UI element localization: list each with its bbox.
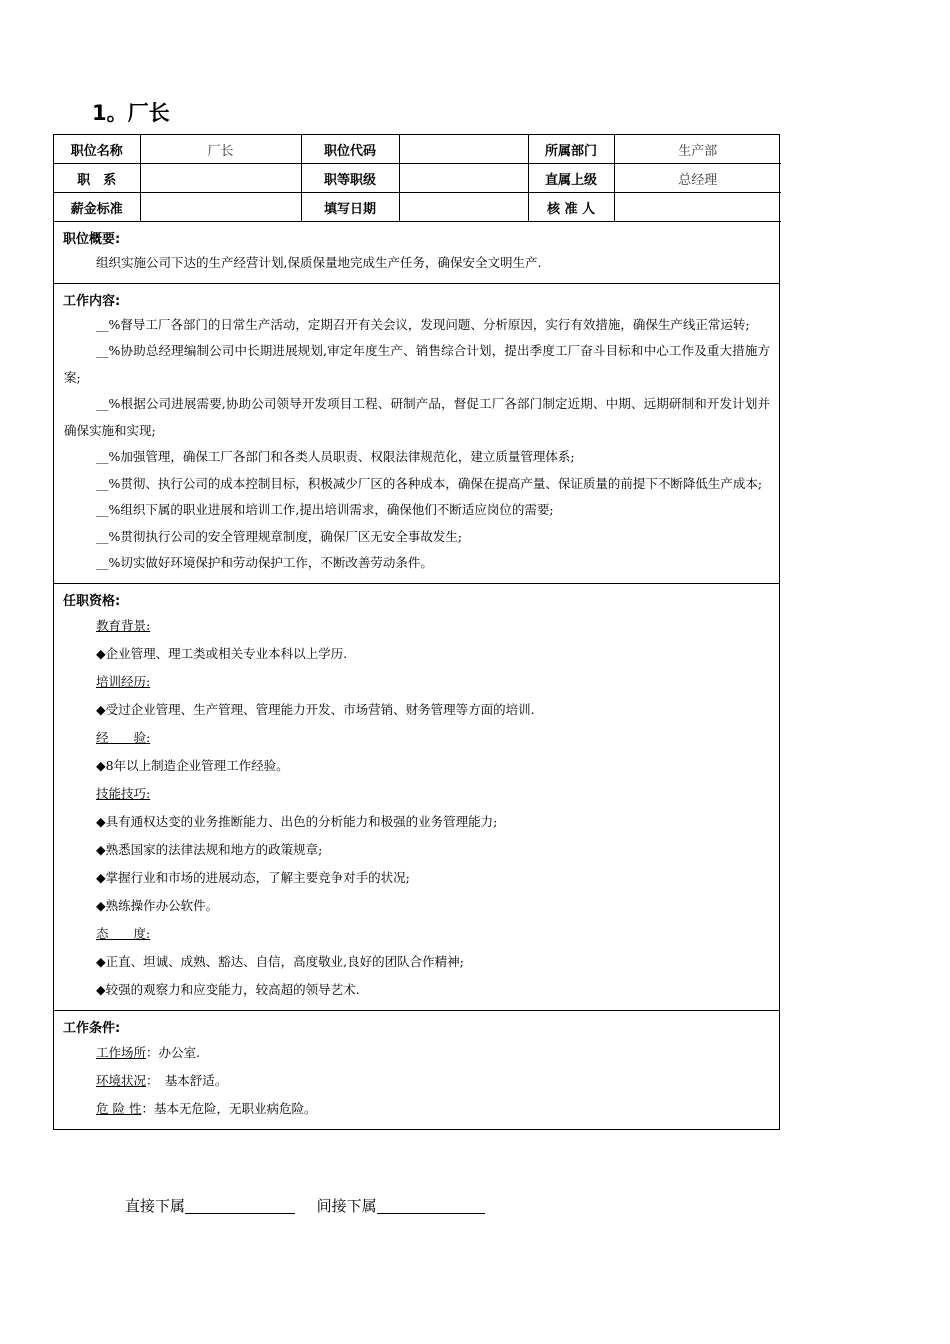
conditions-title: 工作条件: (63, 1020, 121, 1036)
info-value[interactable] (140, 193, 301, 222)
duty-item: __%组织下属的职业进展和培训工作,提出培训需求，确保他们不断适应岗位的需要; (96, 502, 554, 517)
direct-subordinates-blank[interactable] (185, 1198, 295, 1214)
summary-section (54, 222, 779, 284)
qualification-item: ◆8年以上制造企业管理工作经验。 (96, 757, 289, 773)
info-value[interactable] (399, 135, 528, 164)
info-label: 薪金标准 (54, 193, 140, 222)
job-description-form (53, 134, 780, 1130)
info-label: 职位代码 (301, 135, 399, 164)
qualification-heading (54, 780, 779, 808)
info-value[interactable] (399, 193, 528, 222)
info-label: 直属上级 (528, 164, 614, 193)
duty-item: __%贯彻执行公司的安全管理规章制度，确保厂区无安全事故发生; (96, 528, 463, 544)
duty-item: __%协助总经理编制公司中长期进展规划,审定年度生产、销售综合计划，提出季度工厂奋斗目标和中心工作及重大措施方案; (64, 343, 770, 385)
info-value[interactable]: 生产部 (614, 135, 781, 164)
duty-item: __%加强管理，确保工厂各部门和各类人员职责、权限法律规范化，建立质量管理体系; (96, 449, 575, 464)
qualification-item: ◆掌握行业和市场的进展动态，了解主要竞争对手的状况; (96, 869, 410, 885)
qualification-heading-text: 态 度: (96, 925, 151, 941)
info-row (54, 193, 781, 222)
subordinates-footer (125, 1195, 485, 1216)
qualification-item: ◆企业管理、理工类或相关专业本科以上学历. (96, 645, 348, 661)
condition-row (54, 1067, 779, 1095)
duties-section (54, 284, 779, 584)
condition-value: ：办公室. (146, 1044, 200, 1060)
qualifications-title: 任职资格: (63, 593, 121, 609)
info-value[interactable]: 厂长 (140, 135, 301, 164)
summary-title: 职位概要: (63, 232, 121, 247)
indirect-subordinates-label: 间接下属 (316, 1197, 377, 1215)
qualification-heading-text: 培训经历: (96, 673, 151, 689)
info-value[interactable]: 总经理 (614, 164, 781, 193)
qualification-heading (54, 724, 779, 752)
info-label: 职等职级 (301, 164, 399, 193)
condition-label: 危 险 性 (96, 1100, 142, 1116)
info-label: 职 系 (54, 164, 140, 193)
qualification-heading (54, 668, 779, 696)
info-label: 核 准 人 (528, 193, 614, 222)
qualification-heading-text: 经 验: (96, 729, 151, 745)
info-value[interactable] (140, 164, 301, 193)
conditions-section (54, 1011, 779, 1129)
condition-label: 工作场所 (96, 1044, 147, 1060)
condition-value: ：基本无危险，无职业病危险。 (141, 1100, 317, 1116)
info-label: 所属部门 (528, 135, 614, 164)
condition-row (54, 1095, 779, 1123)
qualification-item: ◆熟悉国家的法律法规和地方的政策规章; (96, 841, 323, 857)
qualification-heading-text: 技能技巧: (96, 785, 151, 801)
qualification-item: ◆较强的观察力和应变能力，较高超的领导艺术. (96, 981, 360, 997)
direct-subordinates-label: 直接下属 (125, 1197, 186, 1215)
qualification-item: ◆受过企业管理、生产管理、管理能力开发、市场营销、财务管理等方面的培训. (96, 701, 535, 717)
duties-title: 工作内容: (63, 293, 121, 309)
info-label: 职位名称 (54, 135, 140, 164)
page-title: 1。厂长 (92, 101, 170, 125)
qualification-item: ◆具有通权达变的业务推断能力、出色的分析能力和极强的业务管理能力; (96, 813, 498, 829)
duty-item: __%切实做好环境保护和劳动保护工作，不断改善劳动条件。 (96, 555, 433, 570)
basic-info-table (54, 135, 781, 222)
condition-value: ： 基本舒适。 (146, 1072, 228, 1088)
info-row (54, 164, 781, 193)
indirect-subordinates-blank[interactable] (377, 1198, 485, 1214)
summary-text: 组织实施公司下达的生产经营计划,保质保量地完成生产任务，确保安全文明生产. (96, 255, 542, 270)
qualification-item: ◆熟练操作办公软件。 (96, 897, 219, 913)
duties-list (54, 312, 779, 577)
qualifications-list (54, 612, 779, 1004)
qualifications-section (54, 584, 779, 1011)
qualification-item: ◆正直、坦诚、成熟、豁达、自信，高度敬业,良好的团队合作精神; (96, 953, 464, 969)
qualification-heading-text: 教育背景: (96, 617, 151, 633)
qualification-heading (54, 920, 779, 948)
info-value[interactable] (614, 193, 781, 222)
duty-item: __%根据公司进展需要,协助公司领导开发项目工程、研制产品，督促工厂各部门制定近期、中期、远期研制和开发计划并确保实施和实现; (64, 396, 770, 438)
qualification-heading (54, 612, 779, 640)
duty-item: __%贯彻、执行公司的成本控制目标，积极减少厂区的各种成本，确保在提高产量、保证质量的前提下不断降低生产成本; (96, 475, 763, 491)
info-value[interactable] (399, 164, 528, 193)
condition-label: 环境状况 (96, 1072, 147, 1088)
conditions-list (54, 1039, 779, 1123)
info-label: 填写日期 (301, 193, 399, 222)
duty-item: __%督导工厂各部门的日常生产活动，定期召开有关会议，发现问题、分析原因，实行有效措施，确保生产线正常运转; (96, 316, 750, 332)
info-row (54, 135, 781, 164)
condition-row (54, 1039, 779, 1067)
